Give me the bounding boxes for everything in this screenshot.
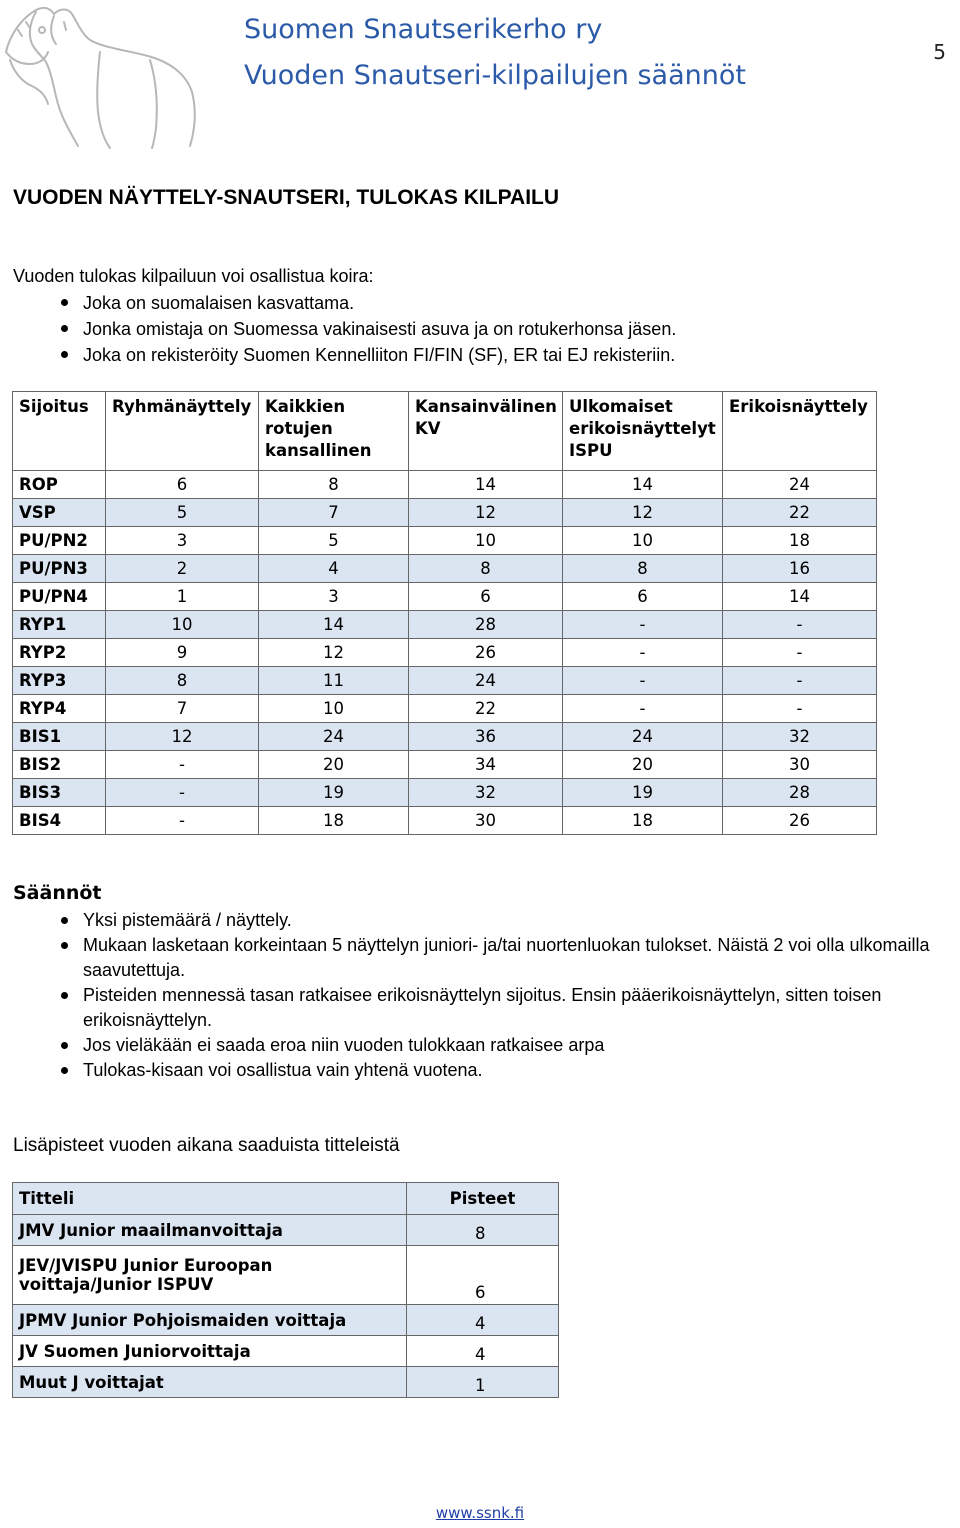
points-cell: 6 <box>409 583 563 611</box>
points-cell: 20 <box>259 751 409 779</box>
points-cell: 3 <box>106 527 259 555</box>
list-item: Joka on suomalaisen kasvattama. <box>13 290 676 316</box>
column-header: Erikoisnäyttely <box>723 392 877 471</box>
points-cell: 30 <box>409 807 563 835</box>
points-cell: 7 <box>259 499 409 527</box>
list-item: Jos vieläkään ei saada eroa niin vuoden tulokkaan ratkaisee arpa <box>13 1033 953 1058</box>
points-cell: 6 <box>407 1246 559 1305</box>
points-cell: - <box>723 611 877 639</box>
footer-link[interactable]: www.ssnk.fi <box>435 1504 525 1522</box>
points-cell: 24 <box>723 471 877 499</box>
list-item: Pisteiden mennessä tasan ratkaisee erikoisnäyttelyn sijoitus. Ensin pääerikoisnäyttelyn, sitten toisen erikoisnäyttelyn. <box>13 983 953 1033</box>
table-row <box>13 751 877 779</box>
list-item: Jonka omistaja on Suomessa vakinaisesti asuva ja on rotukerhonsa jäsen. <box>13 316 676 342</box>
placement-cell: BIS3 <box>13 779 106 807</box>
title-cell: JEV/JVISPU Junior Euroopan voittaja/Junior ISPUV <box>13 1246 407 1305</box>
table-row <box>13 667 877 695</box>
table-row <box>13 1367 559 1398</box>
points-cell: 32 <box>723 723 877 751</box>
column-header: Ulkomaiset erikoisnäyttelyt ISPU <box>563 392 723 471</box>
points-cell: 12 <box>259 639 409 667</box>
points-cell: 14 <box>259 611 409 639</box>
points-cell: 36 <box>409 723 563 751</box>
rules-list <box>13 908 953 1083</box>
points-cell: 30 <box>723 751 877 779</box>
document-title: Suomen Snautserikerho ry <box>244 14 603 45</box>
points-cell: 19 <box>563 779 723 807</box>
table-row <box>13 527 877 555</box>
points-cell: 16 <box>723 555 877 583</box>
points-cell: 1 <box>407 1367 559 1398</box>
points-cell: 7 <box>106 695 259 723</box>
points-cell: 19 <box>259 779 409 807</box>
placement-cell: ROP <box>13 471 106 499</box>
table-row <box>13 583 877 611</box>
document-subtitle: Vuoden Snautseri-kilpailujen säännöt <box>244 60 746 91</box>
placement-cell: BIS1 <box>13 723 106 751</box>
points-cell: 8 <box>409 555 563 583</box>
table-row <box>13 555 877 583</box>
placement-cell: PU/PN4 <box>13 583 106 611</box>
section-title: VUODEN NÄYTTELY-SNAUTSERI, TULOKAS KILPAILU <box>13 186 560 209</box>
points-table <box>12 391 877 835</box>
points-cell: 18 <box>259 807 409 835</box>
points-cell: - <box>563 611 723 639</box>
points-cell: - <box>563 667 723 695</box>
points-cell: 5 <box>259 527 409 555</box>
points-cell: 6 <box>106 471 259 499</box>
points-cell: 10 <box>259 695 409 723</box>
points-cell: 24 <box>563 723 723 751</box>
column-header: Kansainvälinen KV <box>409 392 563 471</box>
points-cell: - <box>106 779 259 807</box>
schnauzer-dog-outline-icon <box>0 0 200 150</box>
points-cell: 10 <box>563 527 723 555</box>
points-cell: 8 <box>407 1215 559 1246</box>
placement-cell: RYP4 <box>13 695 106 723</box>
title-cell: Muut J voittajat <box>13 1367 407 1398</box>
points-cell: 18 <box>563 807 723 835</box>
points-cell: - <box>723 667 877 695</box>
points-cell: 14 <box>409 471 563 499</box>
points-cell: 4 <box>259 555 409 583</box>
page-number: 5 <box>933 40 946 64</box>
table-row <box>13 723 877 751</box>
eligibility-list <box>13 290 676 368</box>
column-header: Ryhmänäyttely <box>106 392 259 471</box>
points-cell: 9 <box>106 639 259 667</box>
points-cell: 24 <box>259 723 409 751</box>
table-row <box>13 1305 559 1336</box>
points-cell: 24 <box>409 667 563 695</box>
table-header-row <box>13 1183 559 1215</box>
placement-cell: BIS2 <box>13 751 106 779</box>
points-cell: 28 <box>409 611 563 639</box>
table-row <box>13 639 877 667</box>
placement-cell: PU/PN3 <box>13 555 106 583</box>
bonus-title: Lisäpisteet vuoden aikana saaduista titteleistä <box>13 1135 400 1156</box>
points-cell: 12 <box>563 499 723 527</box>
column-header: Sijoitus <box>13 392 106 471</box>
table-row <box>13 611 877 639</box>
intro-text: Vuoden tulokas kilpailuun voi osallistua koira: <box>13 266 374 286</box>
points-cell: 14 <box>723 583 877 611</box>
points-cell: 18 <box>723 527 877 555</box>
points-cell: 3 <box>259 583 409 611</box>
title-cell: JPMV Junior Pohjoismaiden voittaja <box>13 1305 407 1336</box>
list-item: Joka on rekisteröity Suomen Kennelliiton FI/FIN (SF), ER tai EJ rekisteriin. <box>13 342 676 368</box>
points-cell: 12 <box>409 499 563 527</box>
points-cell: - <box>106 751 259 779</box>
points-cell: 1 <box>106 583 259 611</box>
bonus-points-table <box>12 1182 559 1398</box>
points-cell: - <box>563 639 723 667</box>
table-row <box>13 1246 559 1305</box>
points-cell: 12 <box>106 723 259 751</box>
points-cell: 5 <box>106 499 259 527</box>
rules-title: Säännöt <box>13 882 102 904</box>
points-cell: - <box>723 639 877 667</box>
points-cell: - <box>106 807 259 835</box>
points-cell: 28 <box>723 779 877 807</box>
table-row <box>13 499 877 527</box>
list-item: Yksi pistemäärä / näyttely. <box>13 908 953 933</box>
placement-cell: VSP <box>13 499 106 527</box>
placement-cell: RYP2 <box>13 639 106 667</box>
points-cell: 14 <box>563 471 723 499</box>
table-row <box>13 779 877 807</box>
points-cell: 8 <box>106 667 259 695</box>
placement-cell: PU/PN2 <box>13 527 106 555</box>
points-cell: 8 <box>259 471 409 499</box>
placement-cell: BIS4 <box>13 807 106 835</box>
points-cell: 10 <box>409 527 563 555</box>
points-cell: - <box>563 695 723 723</box>
column-header: Titteli <box>13 1183 407 1215</box>
points-cell: 26 <box>723 807 877 835</box>
column-header: Kaikkien rotujen kansallinen <box>259 392 409 471</box>
points-cell: 22 <box>723 499 877 527</box>
points-cell: - <box>723 695 877 723</box>
placement-cell: RYP3 <box>13 667 106 695</box>
table-row <box>13 471 877 499</box>
title-cell: JMV Junior maailmanvoittaja <box>13 1215 407 1246</box>
points-cell: 26 <box>409 639 563 667</box>
table-row <box>13 695 877 723</box>
points-cell: 34 <box>409 751 563 779</box>
points-cell: 4 <box>407 1305 559 1336</box>
table-row <box>13 1215 559 1246</box>
points-cell: 22 <box>409 695 563 723</box>
table-row <box>13 1336 559 1367</box>
points-cell: 11 <box>259 667 409 695</box>
list-item: Mukaan lasketaan korkeintaan 5 näyttelyn juniori- ja/tai nuortenluokan tulokset. Näistä 2 voi olla ulkomailla saavutettuja. <box>13 933 953 983</box>
placement-cell: RYP1 <box>13 611 106 639</box>
list-item: Tulokas-kisaan voi osallistua vain yhtenä vuotena. <box>13 1058 953 1083</box>
points-cell: 10 <box>106 611 259 639</box>
points-cell: 20 <box>563 751 723 779</box>
points-cell: 32 <box>409 779 563 807</box>
points-cell: 8 <box>563 555 723 583</box>
column-header: Pisteet <box>407 1183 559 1215</box>
points-cell: 4 <box>407 1336 559 1367</box>
title-cell: JV Suomen Juniorvoittaja <box>13 1336 407 1367</box>
table-header-row <box>13 392 877 471</box>
points-cell: 6 <box>563 583 723 611</box>
table-row <box>13 807 877 835</box>
points-cell: 2 <box>106 555 259 583</box>
